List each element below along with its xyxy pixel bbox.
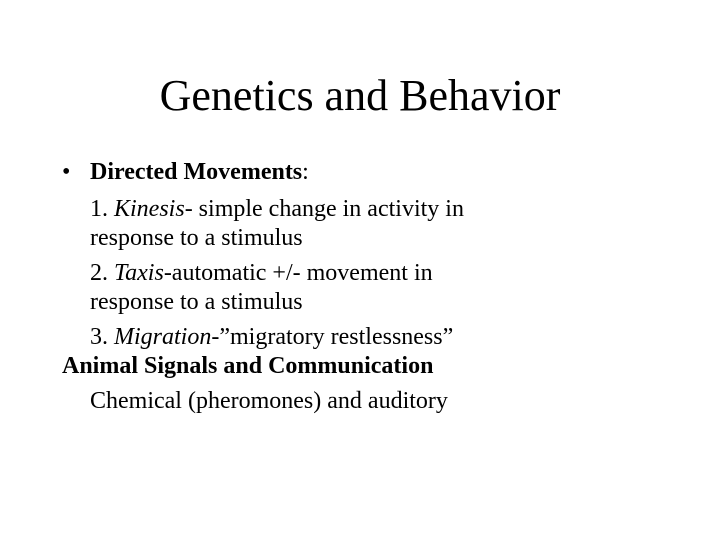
slide-body (62, 158, 682, 416)
bullet-dot: • (62, 159, 71, 185)
item-desc: -”migratory restlessness” (211, 324, 454, 350)
item-kinesis (62, 195, 682, 253)
item-desc: - simple change in activity in (184, 196, 464, 222)
item-desc-cont: response to a stimulus (90, 225, 303, 251)
item-number: 3. (90, 324, 114, 350)
animal-signals-detail: Chemical (pheromones) and auditory (90, 388, 448, 414)
animal-signals-detail-line (62, 387, 682, 416)
directed-movements-heading: Directed Movements (90, 159, 303, 185)
animal-signals-heading: Animal Signals and Communication (62, 353, 434, 379)
item-term-taxis: Taxis (114, 260, 164, 286)
item-number: 2. (90, 260, 114, 286)
slide-title: Genetics and Behavior (159, 71, 561, 120)
item-taxis (62, 259, 682, 317)
item-number: 1. (90, 196, 114, 222)
animal-signals-heading-line (62, 352, 682, 381)
item-desc-cont: response to a stimulus (90, 289, 303, 315)
item-migration (62, 323, 682, 352)
item-desc: -automatic +/- movement in (163, 260, 433, 286)
item-term-migration: Migration (114, 324, 212, 350)
bullet-directed-movements (62, 158, 682, 187)
item-term-kinesis: Kinesis (114, 196, 185, 222)
directed-movements-colon: : (302, 159, 309, 185)
